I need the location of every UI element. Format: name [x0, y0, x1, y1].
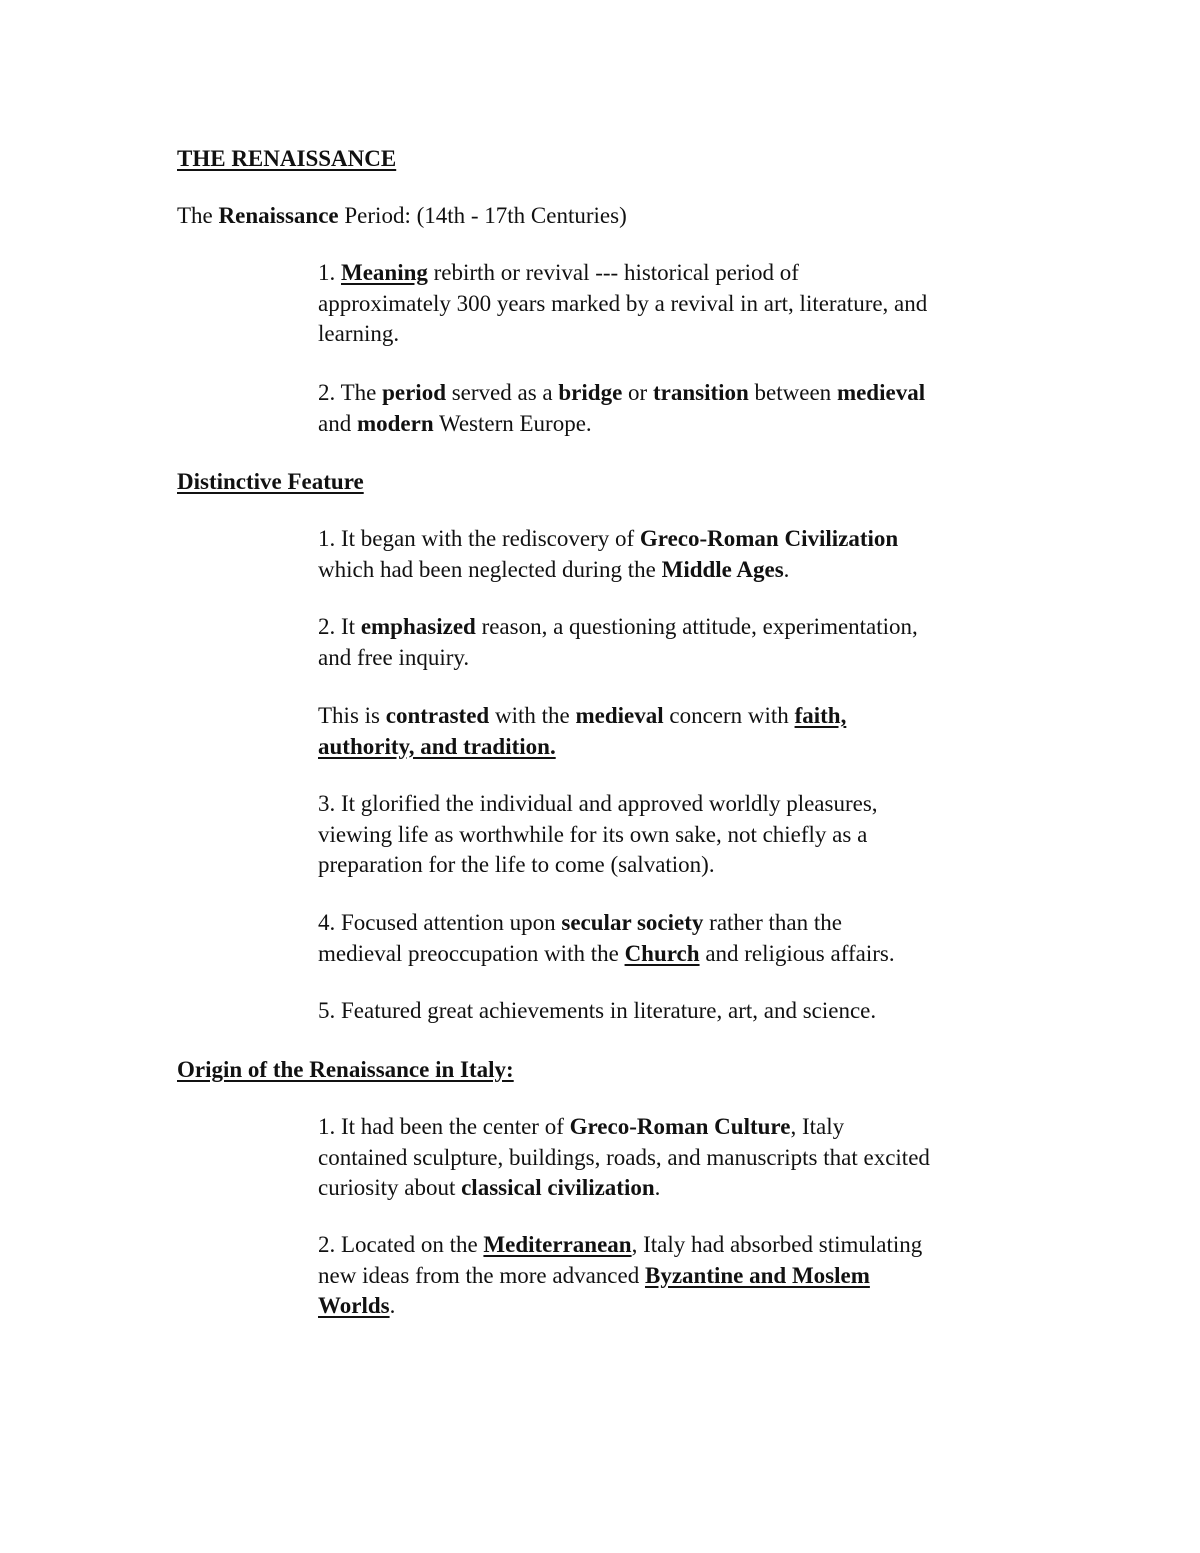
feature-item-5: 5. Featured great achievements in literature, art, and science.	[318, 998, 877, 1023]
feature-item-3: 3. It glorified the individual and approved worldly pleasures, viewing life as worthwhile for its own sake, not chiefly as a preparation for the life to come (salvation).	[318, 791, 878, 877]
meaning-item: 1. Meaning rebirth or revival --- historical period of approximately 300 years marked by a revival in art, literature, and learning.	[318, 260, 928, 346]
contrast-note: This is contrasted with the medieval concern with faith, authority, and tradition.	[318, 703, 847, 759]
feature-item-4: 4. Focused attention upon secular society rather than the medieval preoccupation with the Church and religious affairs.	[318, 910, 895, 966]
section-heading-distinctive-feature: Distinctive Feature	[177, 469, 364, 494]
origin-item-1: 1. It had been the center of Greco-Roman Culture, Italy contained sculpture, buildings, roads, and manuscripts that excited curiosity about classical civilization.	[318, 1114, 930, 1200]
section-heading-origin-italy: Origin of the Renaissance in Italy:	[177, 1057, 514, 1082]
period-bridge-item: 2. The period served as a bridge or transition between medieval and modern Western Europe.	[318, 380, 926, 436]
page-title: THE RENAISSANCE	[177, 146, 397, 171]
period-line: The Renaissance Period: (14th - 17th Centuries)	[177, 203, 627, 228]
feature-item-1: 1. It began with the rediscovery of Greco-Roman Civilization which had been neglected during the Middle Ages.	[318, 526, 899, 582]
feature-item-2: 2. It emphasized reason, a questioning attitude, experimentation, and free inquiry.	[318, 614, 918, 670]
origin-item-2: 2. Located on the Mediterranean, Italy had absorbed stimulating new ideas from the more advanced Byzantine and Moslem Worlds.	[318, 1232, 923, 1318]
